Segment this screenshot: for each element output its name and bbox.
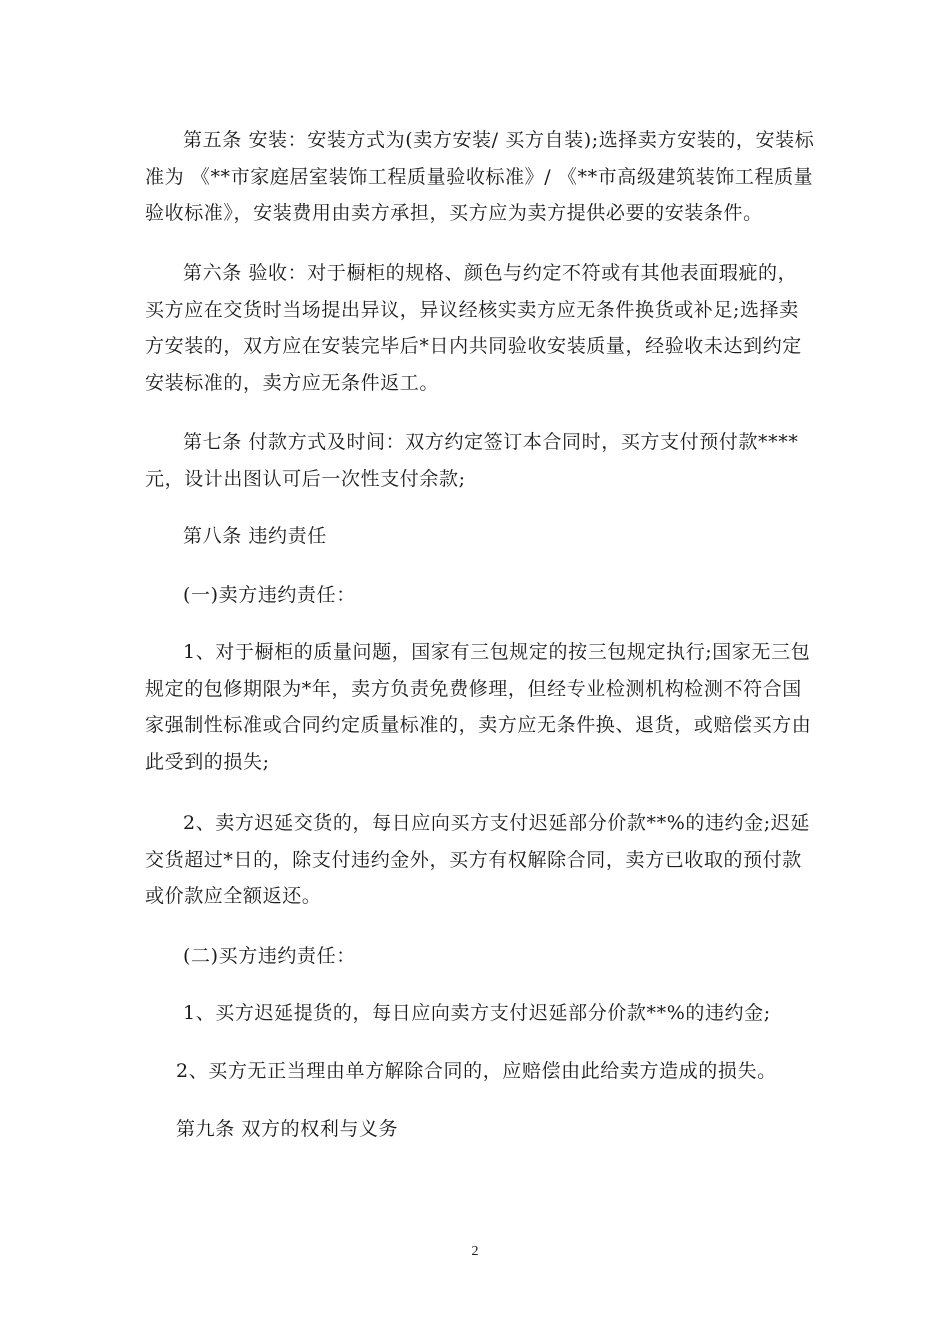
article-8-heading: 第八条 违约责任 [183, 525, 327, 547]
seller-liability-heading: (一)卖方违约责任： [183, 584, 356, 606]
buyer-liability-heading: (二)买方违约责任： [183, 945, 356, 967]
article-5-paragraph: 第五条 安装：安装方式为(卖方安装/ 买方自装);选择卖方安装的，安装标准为 《**市家庭居室装饰工程质量验收标准》/ 《**市高级建筑装饰工程质量验收标准》，安装费用由卖方承担，买方应为卖方提供必要的安装条件。 [145, 129, 815, 224]
article-7-paragraph: 第七条 付款方式及时间：双方约定签订本合同时，买方支付预付款****元，设计出图认可后一次性支付余款; [145, 431, 799, 490]
article-9-heading: 第九条 双方的权利与义务 [176, 1118, 399, 1140]
page-number: 2 [471, 1244, 479, 1259]
article-6-paragraph: 第六条 验收：对于橱柜的规格、颜色与约定不符或有其他表面瑕疵的，买方应在交货时当场提出异议，异议经核实卖方应无条件换货或补足;选择卖方安装的，双方应在安装完毕后*日内共同验收安装质量，经验收未达到约定安装标准的，卖方应无条件返工。 [145, 262, 802, 394]
buyer-liability-item-1: 1、买方迟延提货的，每日应向卖方支付迟延部分价款**%的违约金; [183, 1002, 771, 1024]
seller-liability-item-2: 2、卖方迟延交货的，每日应向买方支付迟延部分价款**%的违约金;迟延交货超过*日的，除支付违约金外，买方有权解除合同，卖方已收取的预付款或价款应全额返还。 [145, 812, 810, 907]
seller-liability-item-1: 1、对于橱柜的质量问题，国家有三包规定的按三包规定执行;国家无三包规定的包修期限为*年，卖方负责免费修理，但经专业检测机构检测不符合国家强制性标准或合同约定质量标准的，卖方应无条件换、退货，或赔偿买方由此受到的损失; [145, 641, 812, 773]
buyer-liability-item-2: 2、买方无正当理由单方解除合同的，应赔偿由此给卖方造成的损失。 [176, 1060, 777, 1082]
